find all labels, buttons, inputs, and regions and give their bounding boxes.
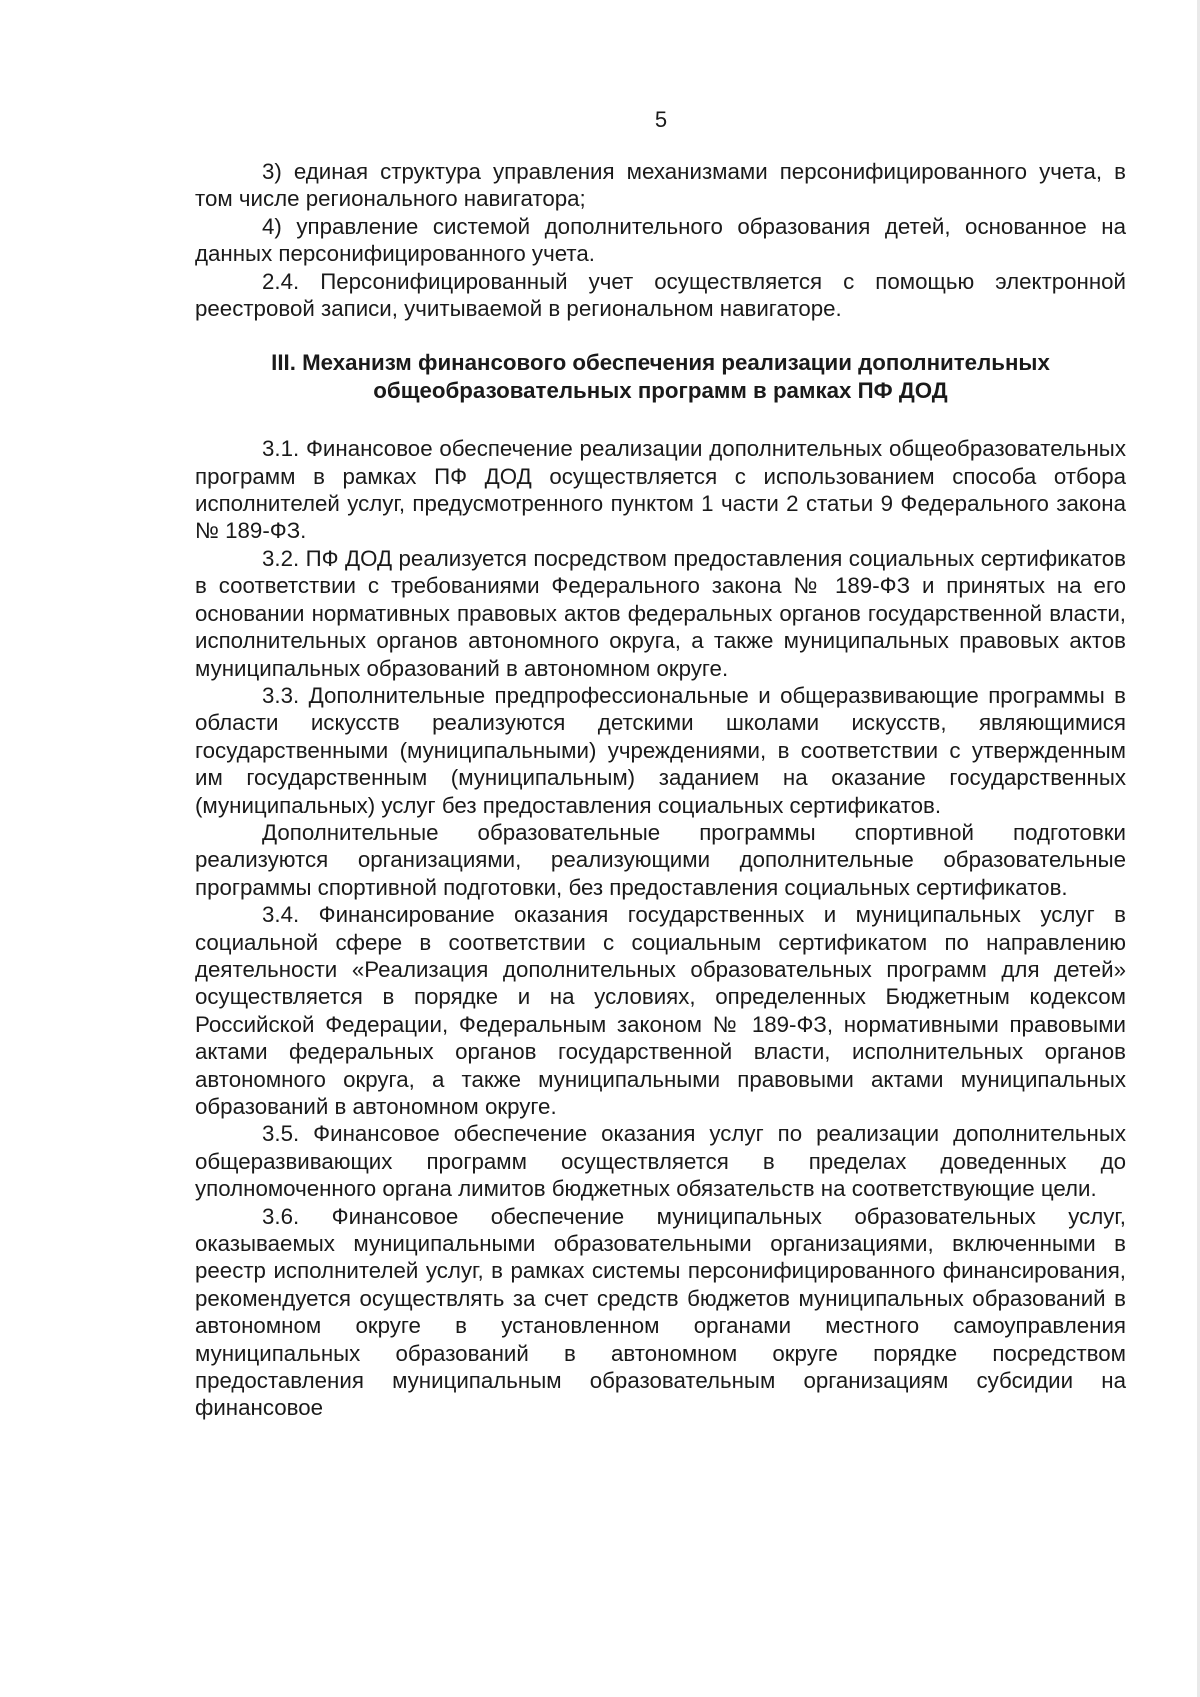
- paragraph-3-2: 3.2. ПФ ДОД реализуется посредством предоставления социальных сертификатов в соответствии с требованиями Федерального закона № 189-ФЗ и принятых на его основании нормативных правовых актов федеральных органов государственной власти, исполнительных органов автономного округа, а также муниципальных правовых актов муниципальных образований в автономном округе.: [195, 545, 1126, 681]
- paragraph-3-1: 3.1. Финансовое обеспечение реализации дополнительных общеобразовательных программ в рамках ПФ ДОД осуществляется с использованием способа отбора исполнителей услуг, предусмотренного пунктом 1 части 2 статьи 9 Федерального закона № 189-ФЗ.: [195, 436, 1126, 544]
- paragraph-3-4: 3.4. Финансирование оказания государственных и муниципальных услуг в социальной сфере в соответствии с социальным сертификатом по направлению деятельности «Реализация дополнительных образовательных программ для детей» осуществляется в порядке и на условиях, определенных Бюджетным кодексом Российской Федерации, Федеральным законом № 189-ФЗ, нормативными правовыми актами федеральных органов государственной власти, исполнительных органов автономного округа, а также муниципальными правовыми актами муниципальных образований в автономном округе.: [195, 902, 1126, 1119]
- paragraph-3-3: 3.3. Дополнительные предпрофессиональные и общеразвивающие программы в области искусств реализуются детскими школами искусств, являющимися государственными (муниципальными) учреждениями, в соответствии с утвержденным им государственным (муниципальным) заданием на оказание государственных (муниципальных) услуг без предоставления социальных сертификатов.: [195, 682, 1126, 818]
- section-heading-line-1: III. Механизм финансового обеспечения реализации дополнительных: [271, 350, 1050, 376]
- paragraph-item-3: 3) единая структура управления механизмами персонифицированного учета, в том числе регионального навигатора;: [195, 159, 1126, 212]
- paragraph-2-4: 2.4. Персонифицированный учет осуществляется с помощью электронной реестровой записи, учитываемой в региональном навигаторе.: [195, 268, 1126, 322]
- paragraph-3-5: 3.5. Финансовое обеспечение оказания услуг по реализации дополнительных общеразвивающих программ осуществляется в пределах доведенных до уполномоченного органа лимитов бюджетных обязательств на соответствующие цели.: [195, 1121, 1126, 1202]
- document-body: [195, 158, 1126, 1422]
- paragraph-3-6: 3.6. Финансовое обеспечение муниципальных образовательных услуг, оказываемых муниципальными образовательными организациями, включенными в реестр исполнителей услуг, в рамках системы персонифицированного финансирования, рекомендуется осуществлять за счет средств бюджетов муниципальных образований в автономном округе в установленном органами местного самоуправления муниципальных образований в автономном округе порядке посредством предоставления муниципальным образовательным организациям субсидии на финансовое: [195, 1203, 1126, 1421]
- section-heading: [195, 349, 1126, 404]
- section-heading-line-2: общеобразовательных программ в рамках ПФ ДОД: [373, 377, 948, 403]
- paragraph-sports-programs: Дополнительные образовательные программы спортивной подготовки реализуются организациями, реализующими дополнительные образовательные программы спортивной подготовки, без предоставления социальных сертификатов.: [195, 819, 1126, 900]
- paragraph-item-4: 4) управление системой дополнительного образования детей, основанное на данных персонифицированного учета.: [195, 213, 1126, 267]
- page-number: 5: [654, 107, 668, 132]
